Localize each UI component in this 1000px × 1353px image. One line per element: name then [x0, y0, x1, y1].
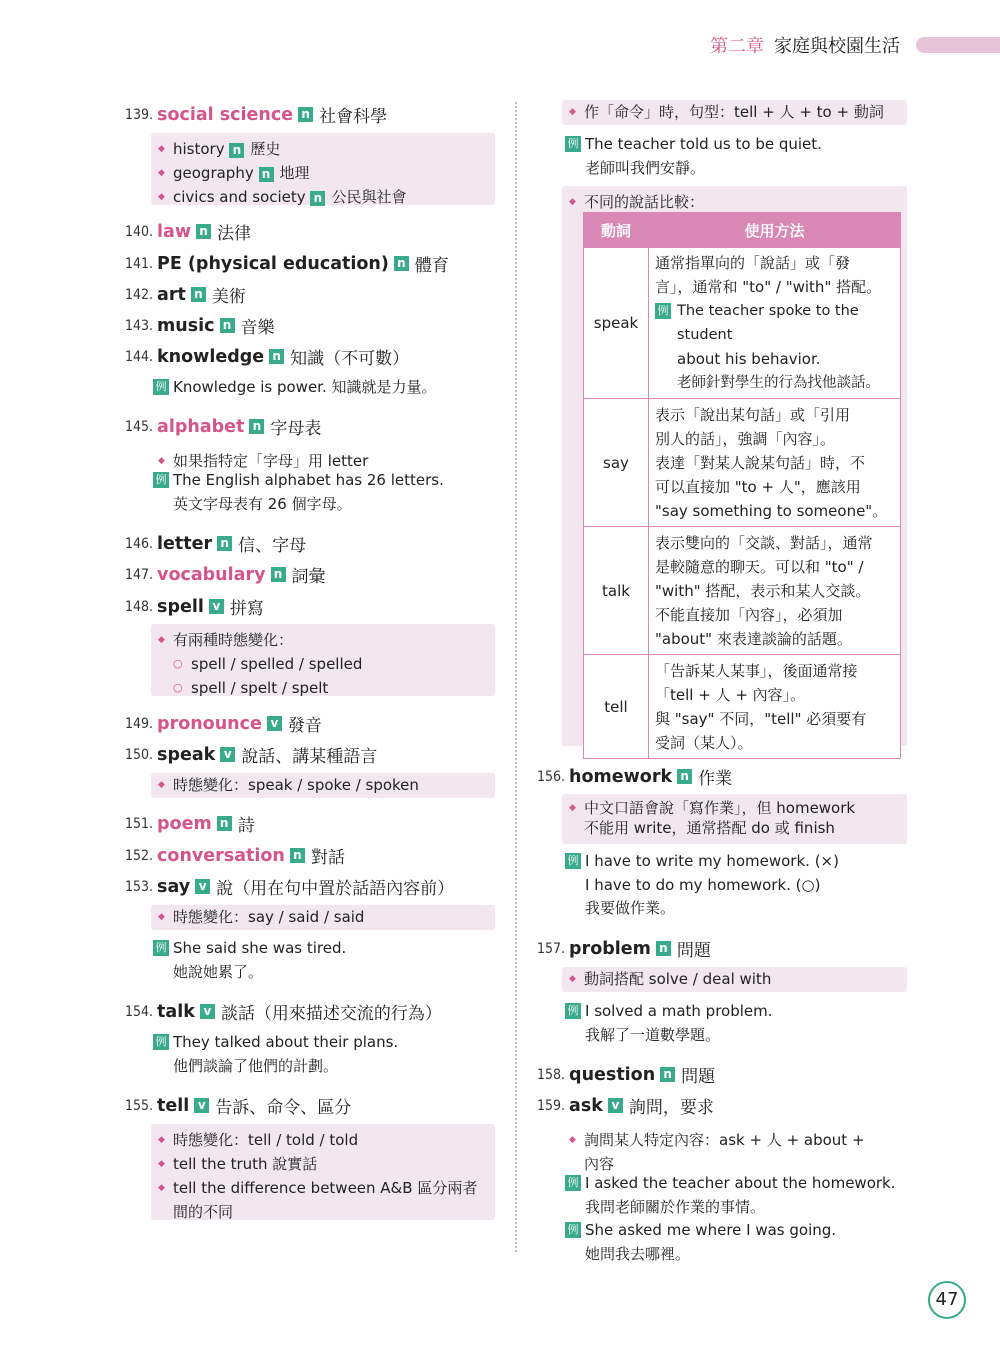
- table-row: speak 通常指單向的「說話」或「發 言」，通常和 "to" / "with" 搭配。 例 The teacher spoke to the student about his behavior. 老師針對學生的行為找他談話。: [584, 248, 901, 399]
- column-divider: [515, 102, 517, 1252]
- entry-law: 140. law n 法律: [125, 221, 252, 244]
- entry-art: 142. art n 美術: [125, 284, 246, 307]
- entry-number: 139.: [125, 106, 154, 123]
- note-box: ◆ 作「命令」時，句型：tell + 人 + to + 動詞: [562, 100, 907, 125]
- table-row: say 表示「說出某句話」或「引用 別人的話」，強調「內容」。 表達「對某人說某句話」時，不 可以直接加 "to + 人"，應該用 "say something to someone"。: [584, 399, 901, 527]
- comparison-title: ◆ 不同的說話比較：: [562, 186, 907, 212]
- pos-badge: n: [298, 107, 313, 122]
- example-block: 例 The English alphabet has 26 letters. 英文字母表有 26 個字母。: [153, 469, 444, 516]
- note-box: ◆ 時態變化：speak / spoke / spoken: [151, 773, 495, 798]
- entry-letter: 146. letter n 信、字母: [125, 533, 307, 556]
- example-block: 例 The teacher told us to be quiet. 老師叫我們安靜。: [565, 133, 822, 180]
- note-item: ◆ geography n 地理: [173, 161, 487, 185]
- note-box: ◆ 時態變化：tell / told / told ◆ tell the truth 說實話 ◆ tell the difference between A&B 區分兩者 間的不同: [151, 1124, 495, 1220]
- entry-conversation: 152. conversation n 對話: [125, 845, 345, 868]
- note-box: [151, 133, 495, 205]
- note-box: ◆ 動詞搭配 solve / deal with: [562, 967, 907, 992]
- note-box: ◆ 中文口語會說「寫作業」，但 homework 不能用 write，通常搭配 do 或 finish: [562, 794, 907, 844]
- entry-question: 158. question n 問題: [537, 1064, 716, 1087]
- note-box: ◆ 有兩種時態變化： ○ spell / spelled / spelled ○ spell / spelt / spelt: [151, 624, 495, 696]
- chapter-header: [710, 30, 1000, 60]
- comparison-table: [583, 212, 901, 759]
- entry-speak: 150. speak v 說話、講某種語言: [125, 744, 378, 767]
- entry-poem: 151. poem n 詩: [125, 813, 255, 836]
- entry-knowledge: 144. knowledge n 知識（不可數）: [125, 346, 410, 369]
- example-block: 例 I have to write my homework. (×) I have to do my homework. (○) 我要做作業。: [565, 850, 839, 921]
- table-header-verb: 動詞: [584, 213, 649, 248]
- entry-tell: 155. tell v 告訴、命令、區分: [125, 1095, 352, 1118]
- example-block: 例 They talked about their plans. 他們談論了他們的計劃。: [153, 1031, 398, 1078]
- entry-spell: 148. spell v 拼寫: [125, 596, 264, 619]
- chapter-label: 第二章: [710, 36, 764, 57]
- entry-say: 153. say v 說（用在句中置於話語內容前）: [125, 876, 455, 899]
- example-block: 例 She said she was tired. 她說她累了。: [153, 937, 346, 984]
- note-item: ◆ history n 歷史: [173, 137, 487, 161]
- entry-alphabet: 145. alphabet n 字母表: [125, 416, 322, 439]
- entry-ask: 159. ask v 詢問，要求: [537, 1095, 714, 1118]
- note-box: ◆ 時態變化：say / said / said: [151, 905, 495, 930]
- example-block: 例 I asked the teacher about the homework. 我問老師關於作業的事情。 例 She asked me where I was going. 她問我去哪裡。: [565, 1172, 896, 1266]
- entry-vocabulary: 147. vocabulary n 詞彙: [125, 564, 326, 587]
- entry-problem: 157. problem n 問題: [537, 938, 711, 961]
- table-row: talk 表示雙向的「交談、對話」，通常 是較隨意的聊天。可以和 "to" / "with" 搭配，表示和某人交談。 不能直接加「內容」，必須加 "about" 來表達談論的話題。: [584, 527, 901, 655]
- entry-music: 143. music n 音樂: [125, 315, 275, 338]
- page-number: 47: [928, 1281, 966, 1319]
- entry-homework: 156. homework n 作業: [537, 766, 733, 789]
- example-block: 例 Knowledge is power. 知識就是力量。: [153, 376, 437, 400]
- entry-social-science: [125, 102, 387, 127]
- note-item: ◆ civics and society n 公民與社會: [173, 185, 487, 209]
- table-row: tell 「告訴某人某事」，後面通常接 「tell + 人 + 內容」。 與 "say" 不同，"tell" 必須要有 受詞（某人）。: [584, 655, 901, 759]
- entry-meaning: 社會科學: [319, 107, 388, 127]
- table-header-usage: 使用方法: [649, 213, 901, 248]
- entry-pronounce: 149. pronounce v 發音: [125, 713, 322, 736]
- entry-talk: 154. talk v 談話（用來描述交流的行為）: [125, 1001, 442, 1024]
- note-line: ◆ 如果指特定「字母」用 letter: [151, 445, 495, 469]
- entry-pe: 141. PE (physical education) n 體育: [125, 253, 449, 276]
- chapter-title: 家庭與校園生活: [774, 36, 900, 57]
- entry-word: social science: [157, 104, 294, 125]
- note-lines: ◆ 詢問某人特定內容：ask + 人 + about + 內容: [562, 1124, 907, 1172]
- example-block: 例 I solved a math problem. 我解了一道數學題。: [565, 1000, 773, 1047]
- header-decoration-bar: [916, 37, 1000, 53]
